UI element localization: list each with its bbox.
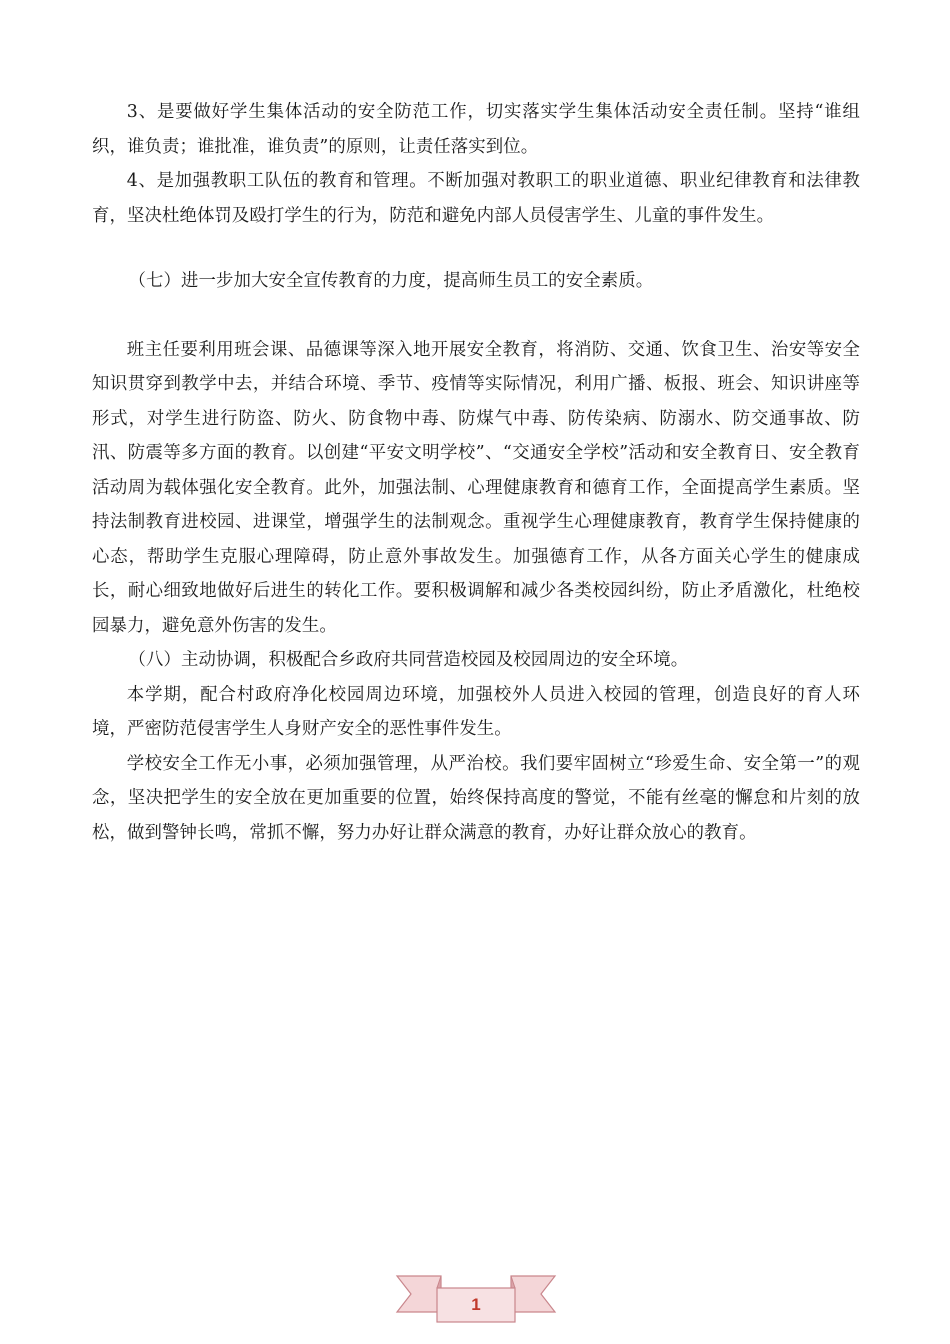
document-body: [92, 95, 860, 850]
paragraph-item-4: 4、是加强教职工队伍的教育和管理。不断加强对教职工的职业道德、职业纪律教育和法律教育，坚决杜绝体罚及殴打学生的行为，防范和避免内部人员侵害学生、儿童的事件发生。: [92, 171, 860, 226]
paragraph-conclusion: 学校安全工作无小事，必须加强管理，从严治校。我们要牢固树立“珍爱生命、安全第一”的观念，坚决把学生的安全放在更加重要的位置，始终保持高度的警觉，不能有丝毫的懈怠和片刻的放松，做到警钟长鸣，常抓不懈，努力办好让群众满意的教育，办好让群众放心的教育。: [92, 753, 860, 843]
paragraph-safety-education: 班主任要利用班会课、品德课等深入地开展安全教育，将消防、交通、饮食卫生、治安等安全知识贯穿到教学中去，并结合环境、季节、疫情等实际情况，利用广播、板报、班会、知识讲座等形式，对学生进行防盗、防火、防食物中毒、防煤气中毒、防传染病、防溺水、防交通事故、防汛、防震等多方面的教育。以创建“平安文明学校”、“交通安全学校”活动和安全教育日、安全教育活动周为载体强化安全教育。此外，加强法制、心理健康教育和德育工作，全面提高学生素质。坚持法制教育进校园、进课堂，增强学生的法制观念。重视学生心理健康教育，教育学生保持健康的心态，帮助学生克服心理障碍，防止意外事故发生。加强德育工作，从各方面关心学生的健康成长，耐心细致地做好后进生的转化工作。要积极调解和减少各类校园纠纷，防止矛盾激化，杜绝校园暴力，避免意外伤害的发生。: [92, 339, 860, 636]
section-heading-8: （八）主动协调，积极配合乡政府共同营造校园及校园周边的安全环境。: [128, 650, 689, 670]
page-footer: [393, 1268, 559, 1332]
paragraph-item-3: 3、是要做好学生集体活动的安全防范工作，切实落实学生集体活动安全责任制。坚持“谁组织，谁负责；谁批准，谁负责”的原则，让责任落实到位。: [92, 102, 860, 157]
section-heading-7: （七）进一步加大安全宣传教育的力度，提高师生员工的安全素质。: [128, 271, 654, 291]
paragraph-this-semester: 本学期，配合村政府净化校园周边环境，加强校外人员进入校园的管理，创造良好的育人环境，严密防范侵害学生人身财产安全的恶性事件发生。: [92, 684, 860, 739]
page-number: 1: [471, 1295, 481, 1314]
